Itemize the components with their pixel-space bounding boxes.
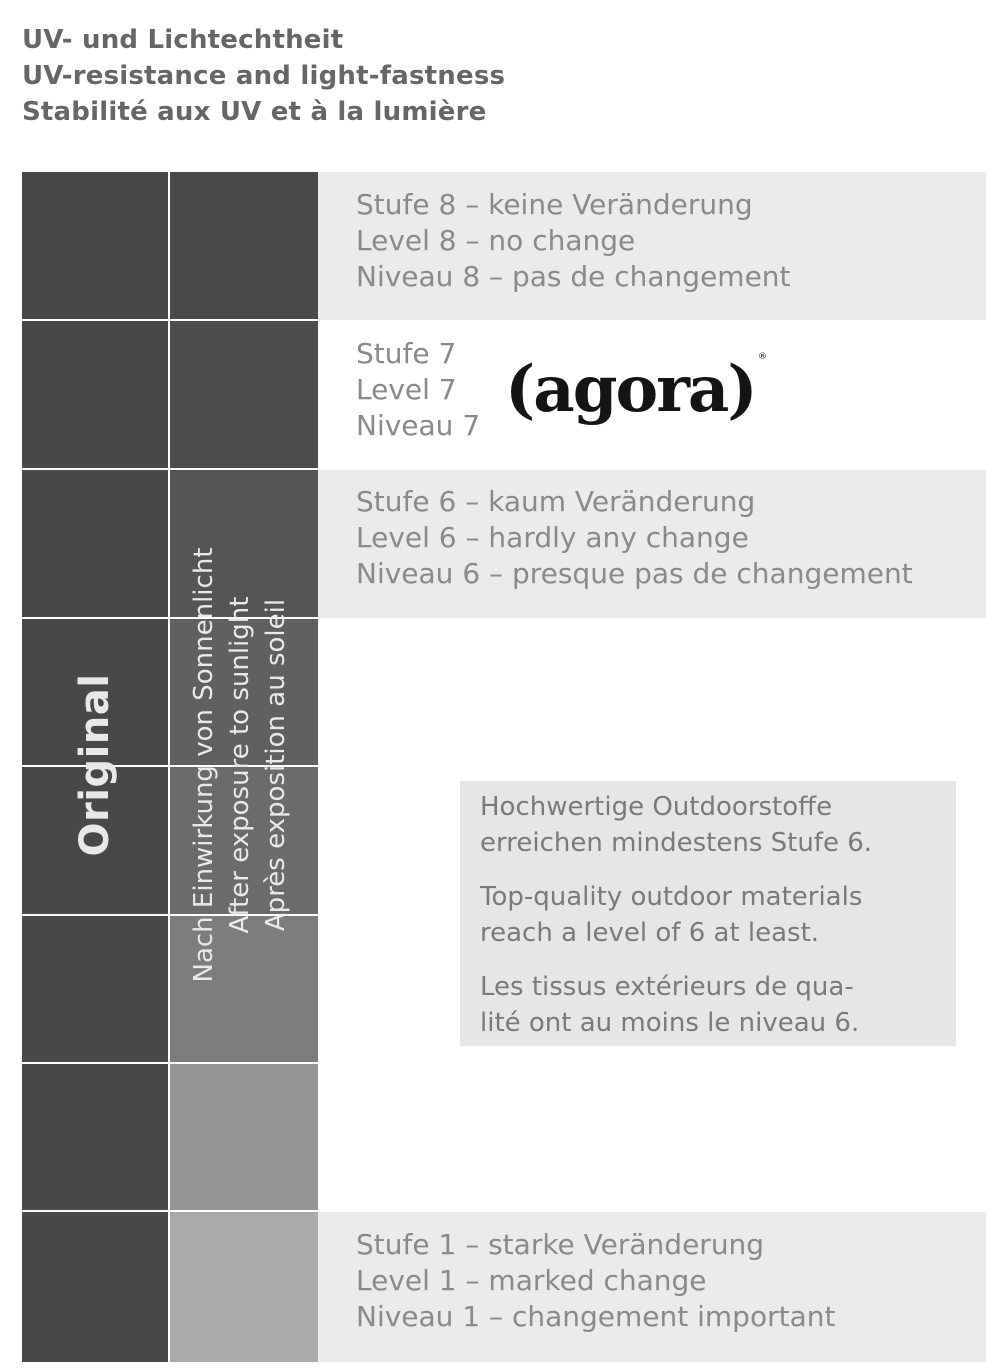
title-fr: Stabilité aux UV et à la lumière (22, 97, 487, 127)
swatch-original-3 (22, 916, 168, 1062)
note-de: Hochwertige Outdoorstoffe erreichen mindestens Stufe 6. (480, 792, 873, 858)
quality-note (460, 781, 956, 1046)
level6-de: Stufe 6 – kaum Veränderung (356, 485, 756, 518)
exposure-label-fr: Après exposition au soleil (261, 598, 291, 932)
level1-fr: Niveau 1 – changement important (356, 1300, 836, 1333)
level7-fr: Niveau 7 (356, 409, 481, 442)
swatch-original-1 (22, 1212, 168, 1362)
swatch-original-8 (22, 172, 168, 319)
level1-de: Stufe 1 – starke Veränderung (356, 1228, 765, 1261)
swatch-exposed-1 (170, 1212, 318, 1362)
swatch-original-6 (22, 470, 168, 617)
level8-fr: Niveau 8 – pas de changement (356, 260, 791, 293)
swatch-exposed-7 (170, 321, 318, 468)
swatch-original-7 (22, 321, 168, 468)
level8-de: Stufe 8 – keine Veränderung (356, 188, 753, 221)
level1-en: Level 1 – marked change (356, 1264, 707, 1297)
level6-fr: Niveau 6 – presque pas de changement (356, 557, 913, 590)
note-en: Top-quality outdoor materials reach a level of 6 at least. (480, 882, 863, 948)
registered-mark: ® (758, 352, 767, 362)
level7-de: Stufe 7 (356, 337, 457, 370)
page-title (22, 22, 505, 130)
swatch-exposed-2 (170, 1064, 318, 1210)
note-fr: Les tissus extérieurs de qua- lité ont au moins le niveau 6. (480, 972, 860, 1038)
swatch-exposed-8 (170, 172, 318, 319)
title-de: UV- und Lichtechtheit (22, 25, 344, 55)
level8-en: Level 8 – no change (356, 224, 636, 257)
level7-text (356, 336, 480, 444)
level6-en: Level 6 – hardly any change (356, 521, 749, 554)
level1-text (356, 1227, 835, 1335)
exposure-label (186, 547, 294, 982)
exposure-label-en: After exposure to sunlight (225, 596, 255, 934)
level-grid (22, 172, 986, 1362)
title-en: UV-resistance and light-fastness (22, 61, 506, 91)
level8-text (356, 187, 791, 295)
agora-logo: (agora) (505, 352, 756, 427)
exposure-label-de: Nach Einwirkung von Sonnenlicht (189, 547, 219, 983)
swatch-original-2 (22, 1064, 168, 1210)
level7-en: Level 7 (356, 373, 457, 406)
original-label: Original (72, 673, 118, 857)
level6-text (356, 484, 913, 592)
